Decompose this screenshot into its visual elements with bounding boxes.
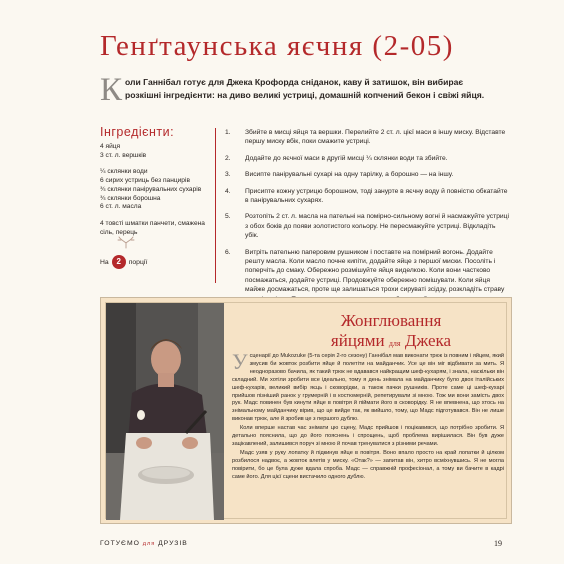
chef-photo [106,303,224,520]
page-number: 19 [494,539,502,548]
ingredient-item: 4 товсті шматки панчети, смажена сіль, перець [100,219,205,236]
ingredient-item: 6 сирих устриць без панцирів [100,177,190,185]
recipe-title: Генґтаунська яєчня (2-05) [100,30,454,62]
ingredients-list [100,143,220,237]
antlers-icon [115,235,137,249]
column-divider [215,128,216,283]
servings-count: 2 [112,255,126,269]
ingredient-item: 6 ст. л. масла [100,203,142,211]
step-item: 3. Висипте панірувальні сухарі на одну тарілку, а борошно — на іншу. [225,171,454,179]
ingredient-item: 4 яйця [100,143,121,150]
sidebar-text: Усценарії до Mukozuke (5-та серія 2-го сезону) Ганнібал мав виконати трюк із повним і яйцем, який змусив би жовток розбити яйце й полетіти на майданчик. Усе це він міг відбивати за мить. Я неодноразово бачила, як такий трюк не вдавався найкращим шеф-кухарям, і знала, наскільки він складний. Ми хотіли зробити все ідеально, тому я день знімала на майданчику було двох італійських шеф-кухарів, великий вибір яєць і сковорідки, а також пачки рушників. Проте саме ці шеф-кухарі прийшов пізніший ранок у грумерній і в костюмерній, репетирували зі мною. Тож ми вони замість двох рук. Мадс повинен був кинути яйце в повітря й піймати його в сковорідку. Я не впевнена, що хтось на знімальному майданчику вірив, що це вийде так, як вийшло, тому, що Мадс підготувався. Він не лише виконав трюк, але й зробив це з першого дублю. Коли вперше настав час знімати цю сцену, Мадс прийшов і поцікавився, що потрібно зробити. Я детально пояснила, що до його пояснень і спрощень, щоб проблема вирішилася. Він був дуже зацікавлений, залишився поруч зі мною й почав тренуватися з різними речами. Мадс узяв у руку лопатку й підкинув яйце в повітря. Воно впало просто на край лопатки й цілком розбилося надвоє, а жовток влетів у миску. «Отак?» — запитав він, хитро всміхнувшись. Я не могла повірити, бо це була дуже вдала спроба. Мадс — справжній професіонал, а тому ви бачите в кадрі саме його. Для цієї сцени вистачило одного дублю. [232,349,504,480]
servings-prefix: На [100,258,109,266]
step-item: 5. Розтопіть 2 ст. л. масла на пательні на помірно-сильному вогні й насмажуйте устриці з обох боків до появи золотистого кольору. Не пересмажуйте устриці. Відкладіть убік. [225,213,509,240]
step-item: 6. Витріть пательню паперовим рушником і поставте на помірний вогонь. Додайте решту масла. Коли масло почне кипіти, додайте яйце з першої миски. Посоліть і поперчіть до смаку. Обережно розмішуйте яйця виделкою. Коли вони частково посмажаться, додайте устриці. Продовжуйте обережно помішувати. Коли яйця майже досмажаться, проте ще залишаться трохи сируваті зсідзу, розкладіть страву [225,248,505,294]
sidebar-dropcap: У [232,349,248,374]
step-item: 1. Збийте в мисці яйця та вершки. Перелийте 2 ст. л. цієї маси в іншу миску. Відставте першу миску вбік, поки смажите устриці. [225,129,506,146]
step-item: 2. Додайте до яєчної маси в другій мисці ¼ склянки води та збийте. [225,154,448,162]
ingredient-item: ¾ склянки борошна [100,194,161,202]
ingredient-item: ¾ склянки панірувальних сухарів [100,185,202,193]
servings-suffix: порції [128,258,148,266]
servings [100,255,147,269]
steps-list [225,128,510,311]
sidebar-title: Жонглювання яйцями для Джека [330,311,452,350]
ingredients-heading: Інгредієнти: [100,125,175,139]
ingredient-item: ¼ склянки води [100,168,148,176]
sidebar-box [100,297,512,524]
intro-dropcap: К [100,72,123,108]
recipe-intro [100,72,500,108]
ingredient-item: 3 ст. л. вершків [100,151,147,159]
footer-book-title: ГОТУЄМО для ДРУЗІВ [100,540,188,547]
step-item: 4. Присипте кожну устрицю борошном, тоді занурте в яєчну воду й повністю обкатайте в панірувальних сухарях. [225,187,508,205]
intro-text: оли Ганнібал готує для Джека Крофорда сніданок, каву й затишок, він вибирає розкішні інгредієнти: на диво великі устриці, домашній копчений бекон і свіжі яйця. [125,77,485,100]
